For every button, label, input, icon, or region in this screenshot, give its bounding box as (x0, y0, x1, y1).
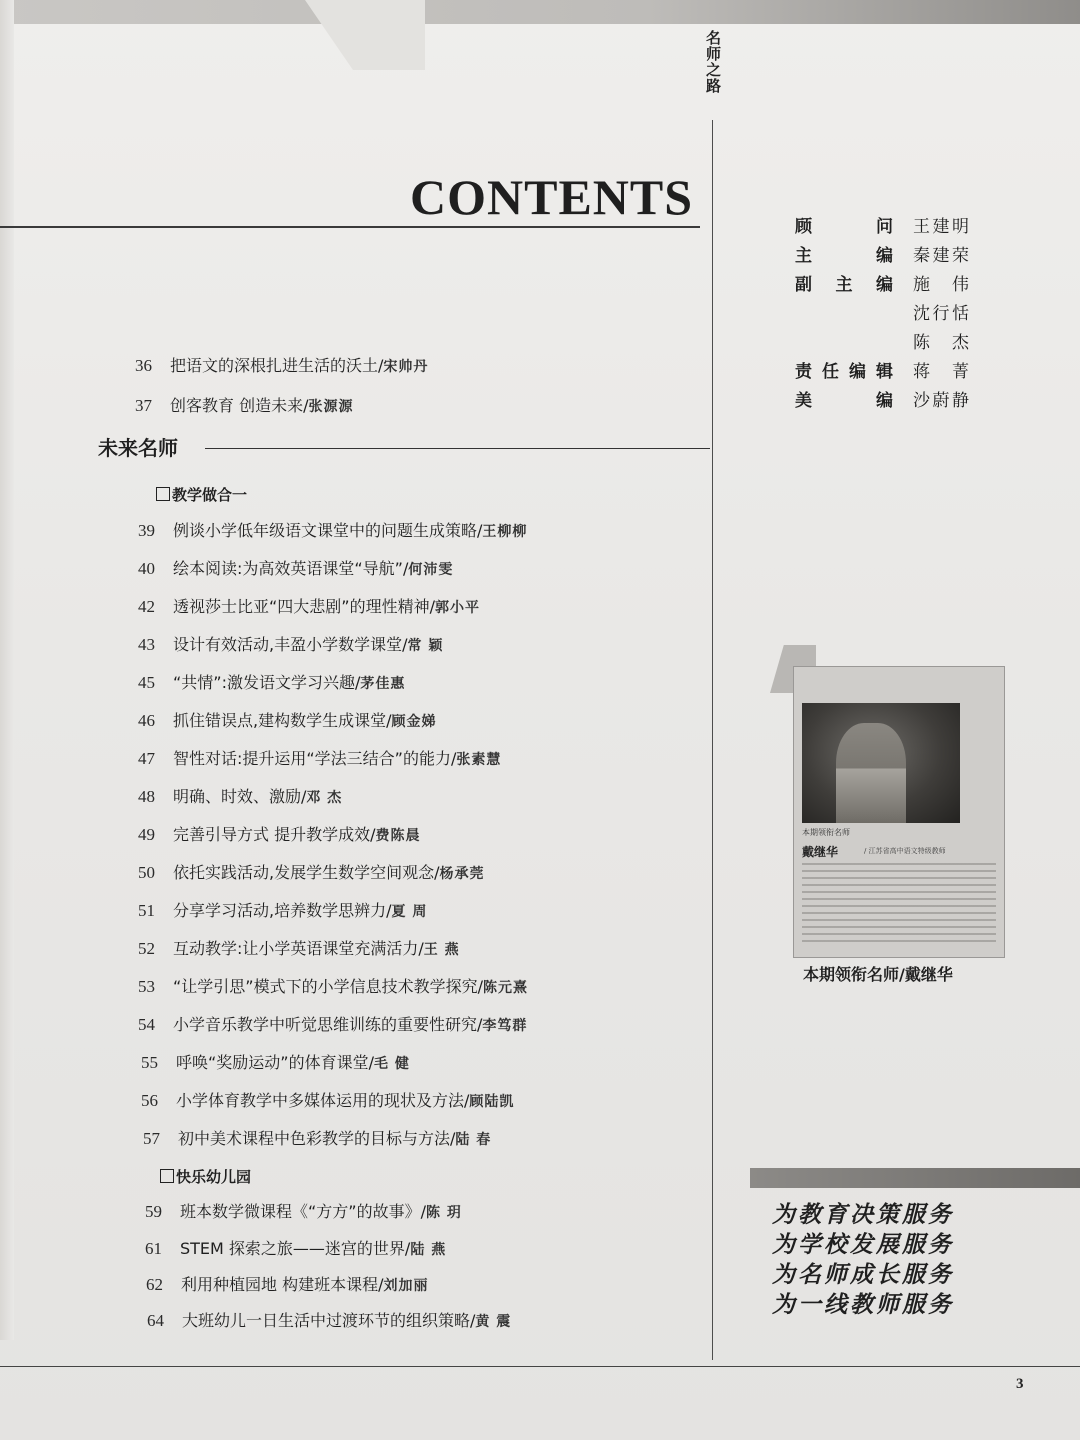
toc-author: 刘加丽 (383, 1278, 429, 1294)
toc-entry (0, 352, 428, 380)
toc-title: 抓住错误点,建构数学生成课堂/ (173, 711, 392, 730)
card-teacher-title: / 江苏省高中语文特级教师 (864, 847, 946, 855)
toc-entry (0, 935, 460, 963)
toc-title: 把语文的深根扎进生活的沃土/ (170, 356, 384, 375)
staff-row (795, 386, 985, 415)
toc-entry (0, 821, 420, 849)
toc-author: 毛 健 (373, 1056, 410, 1072)
toc-page-number: 40 (138, 559, 155, 578)
toc-title: 利用种植园地 构建班本课程/ (181, 1275, 384, 1294)
toc-entry (0, 1271, 428, 1299)
card-label: 本期领衔名师 (802, 828, 850, 837)
staff-name: 沈行恬 (913, 304, 969, 324)
toc-page-number: 47 (138, 749, 155, 768)
teacher-photo (802, 703, 960, 823)
toc-author: 张源源 (308, 399, 354, 415)
toc-title: 分享学习活动,培养数学思辨力/ (173, 901, 392, 920)
toc-page-number: 49 (138, 825, 155, 844)
toc-author: 陈元熹 (482, 980, 528, 996)
staff-row (795, 357, 985, 386)
staff-row (795, 328, 985, 357)
toc-entry (0, 555, 453, 583)
toc-author: 陆 燕 (410, 1242, 447, 1258)
toc-author: 顾金娣 (391, 714, 437, 730)
staff-name: 沙蔚静 (913, 391, 969, 411)
column-divider (712, 120, 713, 1360)
photo-caption: 本期领衔名师/戴继华 (803, 965, 953, 984)
toc-page-number: 53 (138, 977, 155, 996)
toc-page-number: 54 (138, 1015, 155, 1034)
toc-title: 例谈小学低年级语文课堂中的问题生成策略/ (173, 521, 483, 540)
section-rule (205, 448, 710, 449)
toc-page-number: 57 (143, 1129, 160, 1148)
toc-page-number: 39 (138, 521, 155, 540)
toc-entry (0, 1125, 491, 1153)
toc-title: 透视莎士比亚“四大悲剧”的理性精神/ (173, 597, 435, 616)
toc-title: 大班幼儿一日生活中过渡环节的组织策略/ (182, 1311, 476, 1330)
staff-row (795, 241, 985, 270)
teacher-figure (836, 723, 906, 823)
staff-name: 陈杰 (913, 333, 969, 353)
toc-entry (0, 1235, 446, 1263)
toc-title: STEM 探索之旅——迷宫的世界/ (180, 1239, 411, 1258)
toc-title: 智性对话:提升运用“学法三结合”的能力/ (173, 749, 457, 768)
toc-author: 陆 春 (455, 1132, 492, 1148)
toc-author: 黄 震 (475, 1314, 512, 1330)
slogan-bar (750, 1168, 1080, 1188)
toc-page-number: 46 (138, 711, 155, 730)
slogan-block (772, 1200, 954, 1320)
toc-entry (0, 517, 527, 545)
toc-title: 绘本阅读:为高效英语课堂“导航”/ (173, 559, 409, 578)
toc-author: 顾陆凯 (469, 1094, 515, 1110)
subsection-heading (156, 484, 247, 505)
staff-role: 主编 (795, 246, 893, 266)
card-body-text (802, 863, 996, 947)
checkbox-square-icon (160, 1169, 174, 1183)
toc-entry (0, 745, 501, 773)
toc-entry (0, 669, 405, 697)
toc-title: 小学体育教学中多媒体运用的现状及方法/ (176, 1091, 470, 1110)
card-teacher-name: 戴继华 (802, 845, 839, 859)
toc-author: 王 燕 (423, 942, 460, 958)
toc-page-number: 50 (138, 863, 155, 882)
staff-row (795, 212, 985, 241)
section-heading: 未来名师 (98, 436, 178, 460)
side-section-title: 名师之路 (704, 30, 722, 94)
toc-entry (0, 1198, 462, 1226)
toc-entry (0, 631, 443, 659)
toc-page-number: 56 (141, 1091, 158, 1110)
top-tab (305, 0, 425, 70)
toc-page-number: 59 (145, 1202, 162, 1221)
subsection-label: 快乐幼儿园 (176, 1168, 252, 1186)
toc-entry (0, 1307, 511, 1335)
toc-entry (0, 1087, 514, 1115)
editorial-staff (795, 212, 985, 415)
toc-title: 小学音乐教学中听觉思维训练的重要性研究/ (173, 1015, 483, 1034)
subsection-label: 教学做合一 (172, 486, 248, 504)
toc-entry (0, 392, 353, 420)
toc-title: 呼唤“奖励运动”的体育课堂/ (176, 1053, 374, 1072)
toc-title: “让学引思”模式下的小学信息技术教学探究/ (173, 977, 483, 996)
toc-page-number: 45 (138, 673, 155, 692)
toc-page-number: 42 (138, 597, 155, 616)
staff-role: 责任编辑 (795, 362, 893, 382)
toc-title: 完善引导方式 提升教学成效/ (173, 825, 376, 844)
toc-title: 创客教育 创造未来/ (170, 396, 309, 415)
toc-title: 初中美术课程中色彩教学的目标与方法/ (178, 1129, 456, 1148)
toc-page-number: 48 (138, 787, 155, 806)
staff-name: 秦建荣 (913, 246, 969, 266)
slogan-line: 为教育决策服务 (772, 1202, 954, 1228)
staff-name: 王建明 (913, 217, 969, 237)
toc-entry (0, 859, 484, 887)
staff-role: 美编 (795, 391, 893, 411)
toc-entry (0, 973, 528, 1001)
toc-author: 夏 周 (391, 904, 428, 920)
toc-page-number: 51 (138, 901, 155, 920)
toc-author: 陈 玥 (425, 1205, 462, 1221)
featured-teacher-card (793, 666, 1005, 958)
bottom-rule (0, 1366, 1080, 1367)
checkbox-square-icon (156, 487, 170, 501)
toc-author: 王柳柳 (482, 524, 528, 540)
staff-role: 副主编 (795, 275, 893, 295)
staff-row (795, 299, 985, 328)
toc-entry (0, 1049, 410, 1077)
toc-title: 互动教学:让小学英语课堂充满活力/ (173, 939, 424, 958)
toc-author: 李笃群 (482, 1018, 528, 1034)
toc-title: 依托实践活动,发展学生数学空间观念/ (173, 863, 440, 882)
toc-page-number: 62 (146, 1275, 163, 1294)
toc-title: 设计有效活动,丰盈小学数学课堂/ (173, 635, 408, 654)
slogan-line: 为学校发展服务 (772, 1232, 954, 1258)
toc-page-number: 37 (135, 396, 152, 415)
toc-author: 杨承莞 (439, 866, 485, 882)
slogan-line: 为一线教师服务 (772, 1292, 954, 1318)
staff-name: 施伟 (913, 275, 969, 295)
toc-title: 明确、时效、激励/ (173, 787, 307, 806)
toc-title: 班本数学微课程《“方方”的故事》/ (180, 1202, 426, 1221)
page-number: 3 (1016, 1376, 1024, 1392)
subsection-heading (160, 1166, 251, 1187)
toc-entry (0, 707, 436, 735)
staff-name: 蒋菁 (913, 362, 969, 382)
toc-author: 邓 杰 (306, 790, 343, 806)
title-rule (0, 226, 700, 228)
toc-author: 宋帅丹 (383, 359, 429, 375)
staff-row (795, 270, 985, 299)
toc-author: 张素慧 (456, 752, 502, 768)
toc-title: “共情”:激发语文学习兴趣/ (173, 673, 361, 692)
toc-page-number: 52 (138, 939, 155, 958)
toc-entry (0, 593, 480, 621)
toc-author: 何沛雯 (408, 562, 454, 578)
toc-entry (0, 1011, 527, 1039)
toc-author: 茅佳惠 (360, 676, 406, 692)
staff-role: 顾问 (795, 217, 893, 237)
toc-page-number: 36 (135, 356, 152, 375)
top-strip (0, 0, 1080, 24)
toc-page-number: 43 (138, 635, 155, 654)
toc-entry (0, 783, 342, 811)
toc-page-number: 61 (145, 1239, 162, 1258)
toc-author: 费陈晨 (375, 828, 421, 844)
toc-author: 常 颖 (407, 638, 444, 654)
toc-author: 郭小平 (434, 600, 480, 616)
toc-entry (0, 897, 427, 925)
slogan-line: 为名师成长服务 (772, 1262, 954, 1288)
contents-title: CONTENTS (410, 169, 694, 225)
toc-page-number: 55 (141, 1053, 158, 1072)
toc-page-number: 64 (147, 1311, 164, 1330)
